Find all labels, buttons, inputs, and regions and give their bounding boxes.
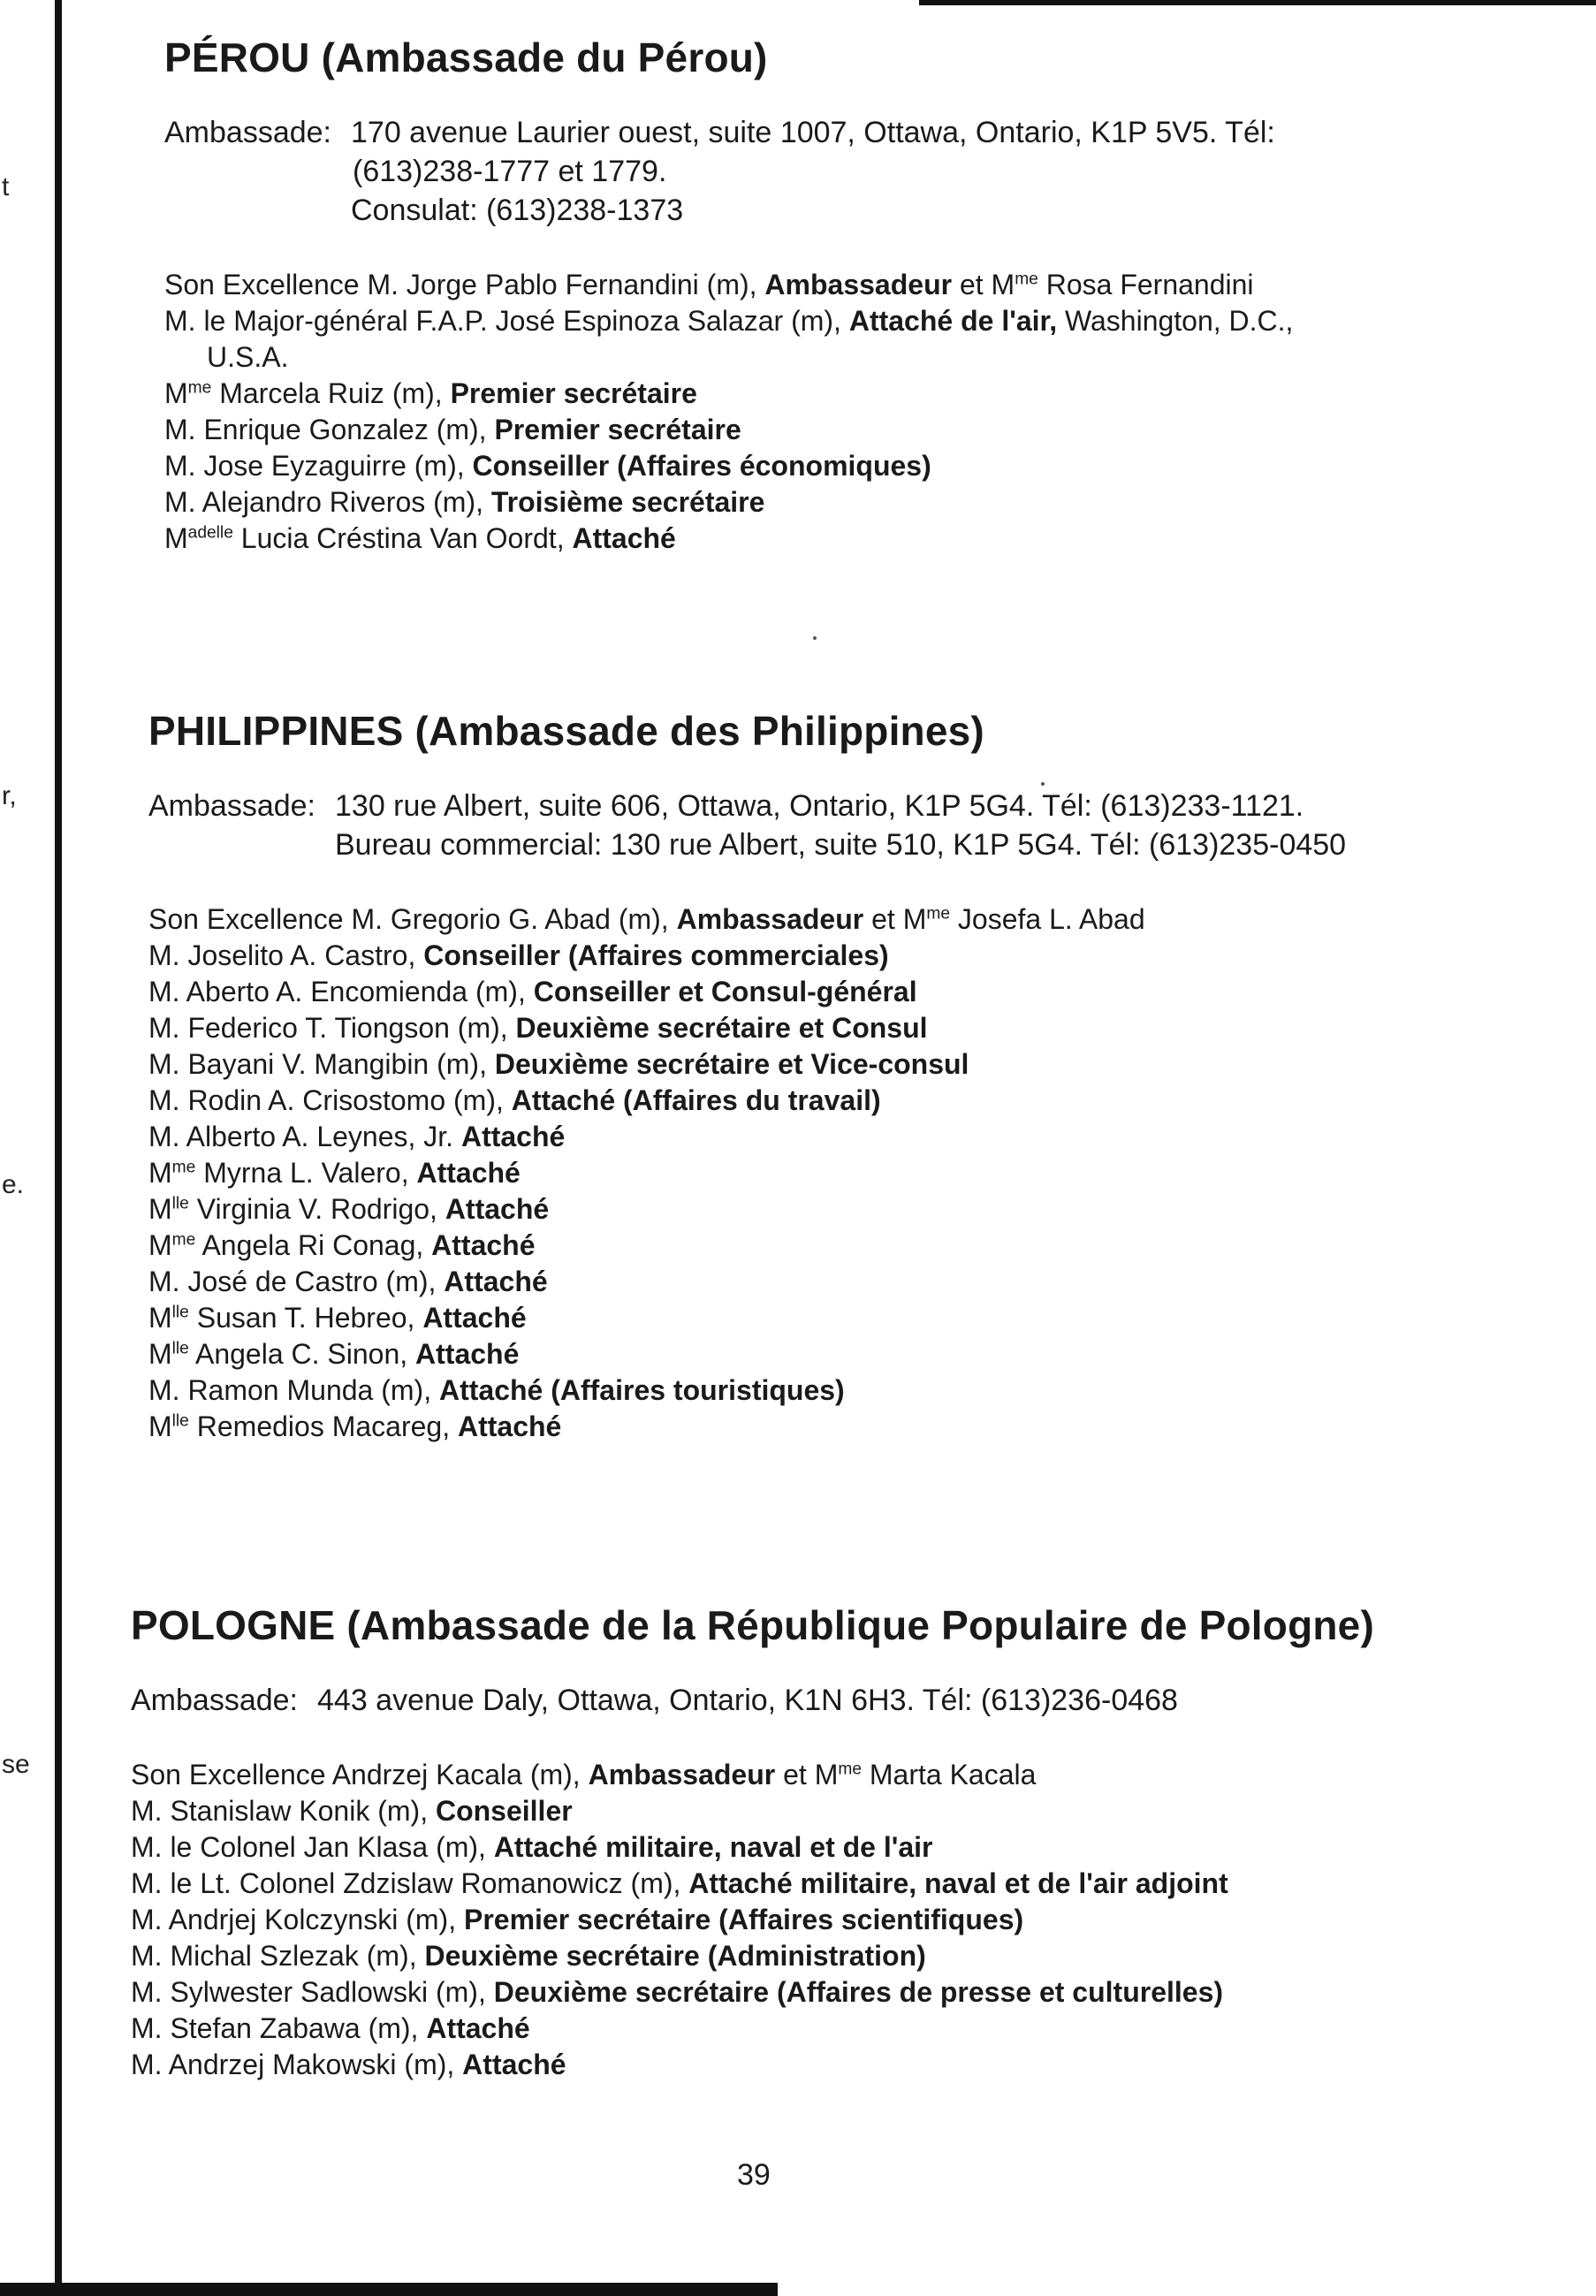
staff-name-text: M. Alberto A. Leynes, Jr. bbox=[148, 1121, 461, 1152]
address-label: Ambassade: bbox=[164, 116, 331, 149]
address-line: Bureau commercial: 130 rue Albert, suite 510, K1P 5G4. Tél: (613)235-0450 bbox=[335, 828, 1347, 862]
staff-entry bbox=[148, 901, 1346, 938]
staff-spouse-text: Washington, D.C., bbox=[1057, 305, 1294, 337]
staff-role: Attaché de l'air, bbox=[848, 305, 1058, 337]
staff-name-text: M. Bayani V. Mangibin (m), bbox=[148, 1048, 495, 1080]
section-perou bbox=[164, 34, 1293, 557]
honorific-superscript: lle bbox=[171, 1303, 189, 1322]
honorific-superscript: me bbox=[926, 904, 950, 924]
staff-name-text: M bbox=[148, 1229, 172, 1261]
staff-spouse-name: Marta Kacala bbox=[862, 1759, 1037, 1790]
staff-list bbox=[164, 267, 1293, 557]
staff-name-text: Son Excellence M. Gregorio G. Abad (m), bbox=[148, 903, 677, 935]
staff-role: Troisième secrétaire bbox=[490, 486, 765, 518]
staff-role: Attaché bbox=[445, 1193, 550, 1225]
section-heading: PHILIPPINES (Ambassade des Philippines) bbox=[148, 708, 984, 754]
staff-entry bbox=[148, 1409, 1346, 1445]
staff-role: Deuxième secrétaire et Consul bbox=[515, 1012, 928, 1044]
staff-role: Ambassadeur bbox=[676, 903, 864, 935]
honorific-superscript: me bbox=[838, 1760, 862, 1779]
honorific-superscript: lle bbox=[171, 1194, 189, 1213]
honorific-superscript: lle bbox=[171, 1411, 189, 1431]
staff-name-text: M bbox=[164, 377, 188, 409]
address-block bbox=[148, 787, 1346, 864]
honorific-superscript: me bbox=[1015, 270, 1038, 289]
margin-fragment: r, bbox=[2, 781, 17, 810]
address-lines bbox=[351, 113, 1275, 230]
address-lines bbox=[317, 1681, 1178, 1720]
staff-spouse-text: et M bbox=[952, 269, 1015, 300]
staff-entry bbox=[148, 1155, 1346, 1191]
staff-entry bbox=[148, 1300, 1346, 1336]
honorific-superscript: me bbox=[171, 1158, 196, 1177]
staff-entry bbox=[164, 303, 1293, 339]
staff-name-text: Marcela Ruiz (m), bbox=[211, 377, 451, 409]
staff-entry bbox=[131, 1974, 1374, 2011]
staff-role: Deuxième secrétaire et Vice-consul bbox=[494, 1048, 969, 1080]
staff-name-text: M. Rodin A. Crisostomo (m), bbox=[148, 1084, 512, 1116]
staff-name-text: M bbox=[164, 522, 188, 554]
staff-spouse-name: Josefa L. Abad bbox=[950, 903, 1145, 935]
section-heading: POLOGNE (Ambassade de la République Populaire de Pologne) bbox=[131, 1602, 1374, 1648]
staff-entry bbox=[148, 938, 1346, 974]
staff-name-text: M. le Major-général F.A.P. José Espinoza Salazar (m), bbox=[164, 305, 849, 337]
staff-entry bbox=[164, 376, 1293, 412]
staff-entry bbox=[164, 267, 1293, 303]
staff-role: Attaché bbox=[457, 1410, 562, 1442]
staff-name-text: M. Aberto A. Encomienda (m), bbox=[148, 976, 534, 1007]
staff-spouse-text: et M bbox=[863, 903, 927, 935]
staff-entry bbox=[148, 1336, 1346, 1372]
staff-role: Deuxième secrétaire (Administration) bbox=[424, 1940, 926, 1972]
address-block bbox=[164, 113, 1293, 230]
staff-name-text: M bbox=[148, 1157, 172, 1189]
staff-name-text: Angela C. Sinon, bbox=[188, 1338, 416, 1370]
staff-entry bbox=[131, 1793, 1374, 1829]
staff-role: Conseiller (Affaires économiques) bbox=[472, 450, 931, 482]
staff-name-text: M. Ramon Munda (m), bbox=[148, 1374, 439, 1406]
staff-name-text: M. José de Castro (m), bbox=[148, 1266, 445, 1297]
staff-entry bbox=[148, 1228, 1346, 1264]
scan-speck bbox=[1041, 782, 1045, 786]
staff-name-text: M. Federico T. Tiongson (m), bbox=[148, 1012, 516, 1044]
staff-role: Ambassadeur bbox=[764, 269, 953, 300]
margin-fragment: e. bbox=[2, 1170, 25, 1199]
staff-name-text: Remedios Macareg, bbox=[188, 1410, 458, 1442]
honorific-superscript: me bbox=[171, 1230, 196, 1250]
staff-role: Attaché bbox=[422, 1302, 527, 1334]
staff-entry-continuation bbox=[164, 339, 1293, 376]
staff-entry bbox=[148, 1010, 1346, 1046]
staff-name-text: Myrna L. Valero, bbox=[195, 1157, 417, 1189]
section-heading: PÉROU (Ambassade du Pérou) bbox=[164, 34, 768, 80]
staff-role: Premier secrétaire (Affaires scientifiques) bbox=[463, 1904, 1024, 1935]
staff-name-text: M. Jose Eyzaguirre (m), bbox=[164, 450, 473, 482]
staff-role: Attaché bbox=[462, 2049, 566, 2080]
staff-role: Attaché militaire, naval et de l'air adjoint bbox=[688, 1867, 1228, 1899]
staff-entry bbox=[131, 1938, 1374, 1974]
staff-entry bbox=[131, 1829, 1374, 1866]
staff-entry bbox=[164, 521, 1293, 557]
staff-name-text: M. Michal Szlezak (m), bbox=[131, 1940, 425, 1972]
staff-role: Deuxième secrétaire (Affaires de presse et culturelles) bbox=[493, 1976, 1224, 2008]
staff-role: Attaché (Affaires touristiques) bbox=[438, 1374, 845, 1406]
staff-role: Attaché (Affaires du travail) bbox=[511, 1084, 881, 1116]
staff-list bbox=[148, 901, 1346, 1445]
staff-role: Attaché bbox=[415, 1338, 520, 1370]
staff-name-text: M. Alejandro Riveros (m), bbox=[164, 486, 491, 518]
staff-name-text: M bbox=[148, 1410, 172, 1442]
staff-role: Attaché bbox=[460, 1121, 566, 1152]
top-edge-rule bbox=[919, 0, 1596, 5]
staff-entry bbox=[148, 1119, 1346, 1155]
address-line: 170 avenue Laurier ouest, suite 1007, Ottawa, Ontario, K1P 5V5. Tél: bbox=[351, 116, 1275, 149]
address-line: (613)238-1777 et 1779. bbox=[353, 155, 667, 188]
staff-entry bbox=[164, 412, 1293, 448]
staff-name-text: Susan T. Hebreo, bbox=[188, 1302, 423, 1334]
staff-entry bbox=[131, 1757, 1374, 1793]
staff-entry bbox=[164, 484, 1293, 521]
staff-role: Attaché bbox=[444, 1266, 548, 1297]
section-philippines bbox=[148, 707, 1346, 1445]
staff-entry bbox=[148, 1083, 1346, 1119]
address-line: Consulat: (613)238-1373 bbox=[351, 194, 684, 227]
bottom-edge-rule bbox=[0, 2283, 778, 2296]
honorific-superscript: adelle bbox=[187, 523, 233, 543]
staff-role: Attaché bbox=[416, 1157, 521, 1189]
address-block bbox=[131, 1681, 1374, 1720]
staff-name-text: M. le Lt. Colonel Zdzislaw Romanowicz (m), bbox=[131, 1867, 689, 1899]
address-line: 130 rue Albert, suite 606, Ottawa, Ontario, K1P 5G4. Tél: (613)233-1121. bbox=[335, 789, 1304, 823]
staff-name-text: M bbox=[148, 1193, 172, 1225]
staff-entry bbox=[164, 448, 1293, 484]
staff-name-text: M. Andrjej Kolczynski (m), bbox=[131, 1904, 464, 1935]
staff-spouse-name: Rosa Fernandini bbox=[1037, 269, 1254, 300]
staff-entry bbox=[148, 974, 1346, 1010]
staff-list bbox=[131, 1757, 1374, 2083]
staff-entry bbox=[148, 1372, 1346, 1409]
staff-name-text: M bbox=[148, 1338, 172, 1370]
page-binding-margin bbox=[0, 0, 55, 2296]
staff-name-text: M bbox=[148, 1302, 172, 1334]
staff-role: Attaché bbox=[431, 1229, 536, 1261]
staff-entry bbox=[148, 1046, 1346, 1083]
staff-spouse-text: et M bbox=[775, 1759, 839, 1790]
staff-name-text: M. Joselito A. Castro, bbox=[148, 939, 424, 971]
staff-entry bbox=[148, 1191, 1346, 1228]
margin-fragment: se bbox=[2, 1750, 30, 1779]
margin-fragment: t bbox=[2, 172, 10, 201]
staff-role: Conseiller (Affaires commerciales) bbox=[423, 939, 889, 971]
staff-entry bbox=[131, 1902, 1374, 1938]
section-pologne bbox=[131, 1601, 1374, 2083]
staff-name-text: M. Sylwester Sadlowski (m), bbox=[131, 1976, 494, 2008]
staff-role: Conseiller et Consul-général bbox=[533, 976, 917, 1007]
staff-name-text: M. Stefan Zabawa (m), bbox=[131, 2012, 427, 2044]
staff-name-text: Son Excellence Andrzej Kacala (m), bbox=[131, 1759, 589, 1790]
staff-role: Conseiller bbox=[435, 1795, 573, 1827]
address-lines bbox=[335, 787, 1346, 864]
staff-role: Attaché militaire, naval et de l'air bbox=[493, 1831, 933, 1863]
staff-name-text: M. Enrique Gonzalez (m), bbox=[164, 414, 495, 445]
staff-entry bbox=[131, 2011, 1374, 2047]
staff-name-text: Angela Ri Conag, bbox=[195, 1229, 432, 1261]
staff-name-text: Virginia V. Rodrigo, bbox=[188, 1193, 445, 1225]
staff-name-text: Son Excellence M. Jorge Pablo Fernandini (m), bbox=[164, 269, 765, 300]
staff-entry bbox=[131, 2047, 1374, 2083]
address-label: Ambassade: bbox=[131, 1684, 298, 1717]
binding-edge-line bbox=[55, 0, 62, 2296]
staff-entry bbox=[131, 1866, 1374, 1902]
scan-speck bbox=[813, 636, 817, 640]
staff-role: Attaché bbox=[572, 522, 676, 554]
staff-name-text: U.S.A. bbox=[207, 341, 289, 373]
address-line: 443 avenue Daly, Ottawa, Ontario, K1N 6H3. Tél: (613)236-0468 bbox=[317, 1684, 1178, 1717]
staff-entry bbox=[148, 1264, 1346, 1300]
staff-name-text: M. le Colonel Jan Klasa (m), bbox=[131, 1831, 494, 1863]
staff-role: Premier secrétaire bbox=[450, 377, 697, 409]
staff-name-text: Lucia Créstina Van Oordt, bbox=[232, 522, 573, 554]
staff-role: Ambassadeur bbox=[588, 1759, 776, 1790]
staff-role: Premier secrétaire bbox=[494, 414, 741, 445]
staff-name-text: M. Andrzej Makowski (m), bbox=[131, 2049, 463, 2080]
address-label: Ambassade: bbox=[148, 789, 315, 823]
honorific-superscript: me bbox=[187, 378, 212, 398]
honorific-superscript: lle bbox=[171, 1339, 189, 1358]
staff-name-text: M. Stanislaw Konik (m), bbox=[131, 1795, 436, 1827]
page-number: 39 bbox=[737, 2158, 771, 2192]
staff-role: Attaché bbox=[426, 2012, 530, 2044]
